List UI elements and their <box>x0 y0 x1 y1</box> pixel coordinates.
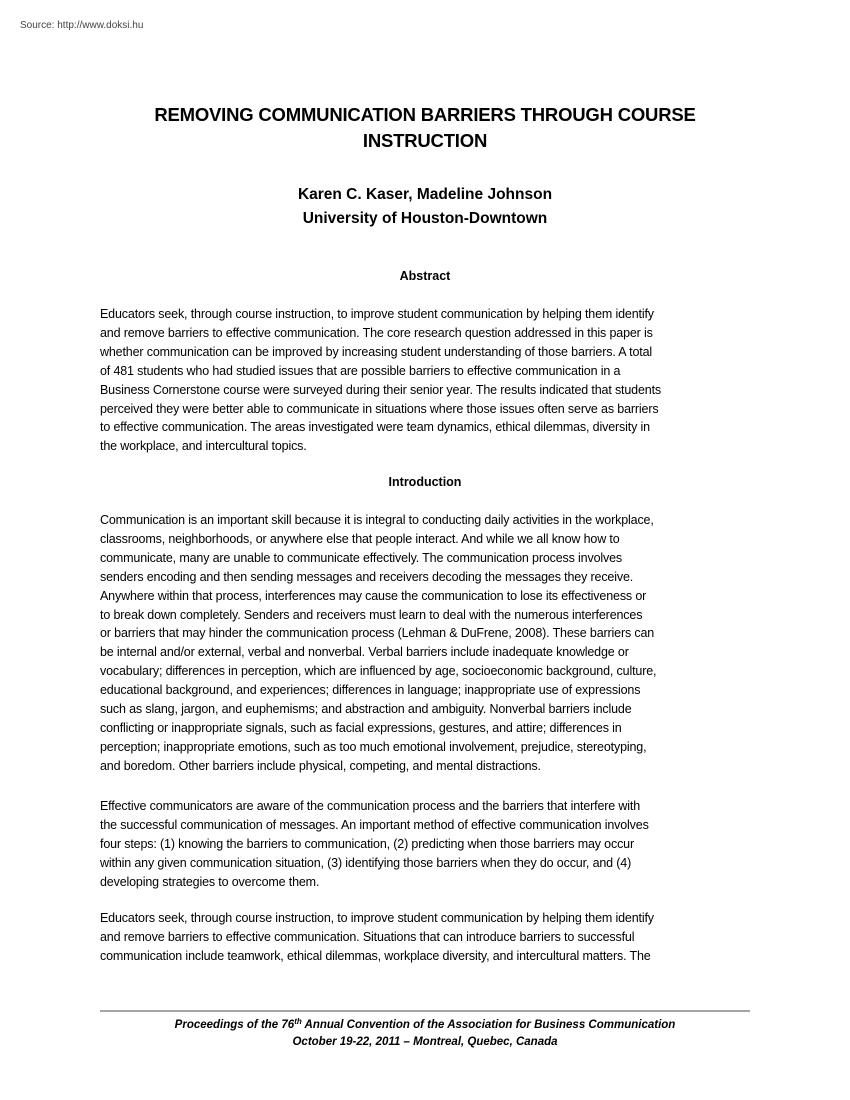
abstract-heading: Abstract <box>399 269 451 283</box>
body-line: be internal and/or external, verbal and nonverbal. Verbal barriers include inadequate knowledge or <box>100 645 629 660</box>
body-line: to break down completely. Senders and receivers must learn to deal with the numerous interferences <box>100 607 643 622</box>
introduction-paragraph-2 <box>100 797 750 892</box>
body-line: within any given communication situation, (3) identifying those barriers when they do occur, and (4) <box>100 855 632 870</box>
author-affiliation: University of Houston-Downtown <box>302 210 548 227</box>
introduction-paragraph-1 <box>100 511 750 776</box>
body-line: Communication is an important skill because it is integral to conducting daily activities in the workplace, <box>100 513 654 527</box>
abstract-line: whether communication can be improved by increasing student understanding of those barriers. A total <box>100 344 652 359</box>
footer-ordinal: th <box>294 1017 302 1026</box>
body-line: perception; inappropriate emotions, such as too much emotional involvement, prejudice, stereotyping, <box>100 739 647 754</box>
page-footer <box>100 1017 750 1050</box>
body-line: such as slang, jargon, and euphemisms; and abstraction and ambiguity. Nonverbal barriers include <box>100 702 632 717</box>
body-line: the successful communication of messages. An important method of effective communication involves <box>100 817 649 832</box>
footer-dates-location: October 19-22, 2011 – Montreal, Quebec, Canada <box>292 1035 558 1048</box>
body-line: senders encoding and then sending messages and receivers decoding the messages they receive. <box>100 569 634 584</box>
abstract-line: of 481 students who had studied issues that are possible barriers to effective communication in a <box>100 363 621 378</box>
body-line: and boredom. Other barriers include physical, competing, and mental distractions. <box>100 758 541 773</box>
author-names: Karen C. Kaser, Madeline Johnson <box>297 186 553 203</box>
footer-divider <box>100 1010 750 1012</box>
body-line: communication include teamwork, ethical dilemmas, workplace diversity, and intercultural matters. The <box>100 948 651 963</box>
introduction-heading: Introduction <box>388 475 462 489</box>
footer-proceedings-post: Annual Convention of the Association for Business Communication <box>301 1019 676 1031</box>
title-line-2: INSTRUCTION <box>362 130 488 151</box>
author-block <box>100 183 750 231</box>
body-line: and remove barriers to effective communication. Situations that can introduce barriers to successful <box>100 929 635 944</box>
body-line: educational background, and experiences; differences in language; inappropriate use of expressions <box>100 683 641 698</box>
source-url: Source: http://www.doksi.hu <box>20 20 144 31</box>
abstract-line: to effective communication. The areas investigated were team dynamics, ethical dilemmas, diversity in <box>100 420 650 435</box>
abstract-line: perceived they were better able to communicate in situations where those issues often serve as barriers <box>100 401 659 416</box>
footer-proceedings-pre: Proceedings of the 76 <box>174 1019 295 1031</box>
body-line: classrooms, neighborhoods, or anywhere else that people interact. And while we all know how to <box>100 531 620 546</box>
title-line-1: REMOVING COMMUNICATION BARRIERS THROUGH COURSE <box>154 104 696 125</box>
introduction-paragraph-3 <box>100 909 750 966</box>
abstract-line: Educators seek, through course instruction, to improve student communication by helping them identify <box>100 307 654 321</box>
body-line: Anywhere within that process, interferences may cause the communication to lose its effectiveness or <box>100 588 647 603</box>
body-line: or barriers that may hinder the communication process (Lehman & DuFrene, 2008). These barriers can <box>100 626 655 641</box>
abstract-line: Business Cornerstone course were surveyed during their senior year. The results indicated that students <box>100 382 662 397</box>
body-line: four steps: (1) knowing the barriers to communication, (2) predicting when those barriers may occur <box>100 836 634 851</box>
body-line: developing strategies to overcome them. <box>100 874 320 889</box>
paper-title <box>100 102 750 154</box>
body-line: communicate, many are unable to communicate effectively. The communication process involves <box>100 550 623 565</box>
body-line: Educators seek, through course instruction, to improve student communication by helping them identify <box>100 911 654 925</box>
body-line: vocabulary; differences in perception, which are influenced by age, socioeconomic background, culture, <box>100 664 657 679</box>
abstract-line: and remove barriers to effective communication. The core research question addressed in this paper is <box>100 325 653 340</box>
abstract-line: the workplace, and intercultural topics. <box>100 439 307 454</box>
footer-proceedings <box>100 1017 750 1034</box>
body-line: Effective communicators are aware of the communication process and the barriers that interfere with <box>100 799 641 813</box>
body-line: conflicting or inappropriate signals, such as facial expressions, gestures, and attire; differences in <box>100 720 622 735</box>
abstract-paragraph <box>100 305 750 456</box>
